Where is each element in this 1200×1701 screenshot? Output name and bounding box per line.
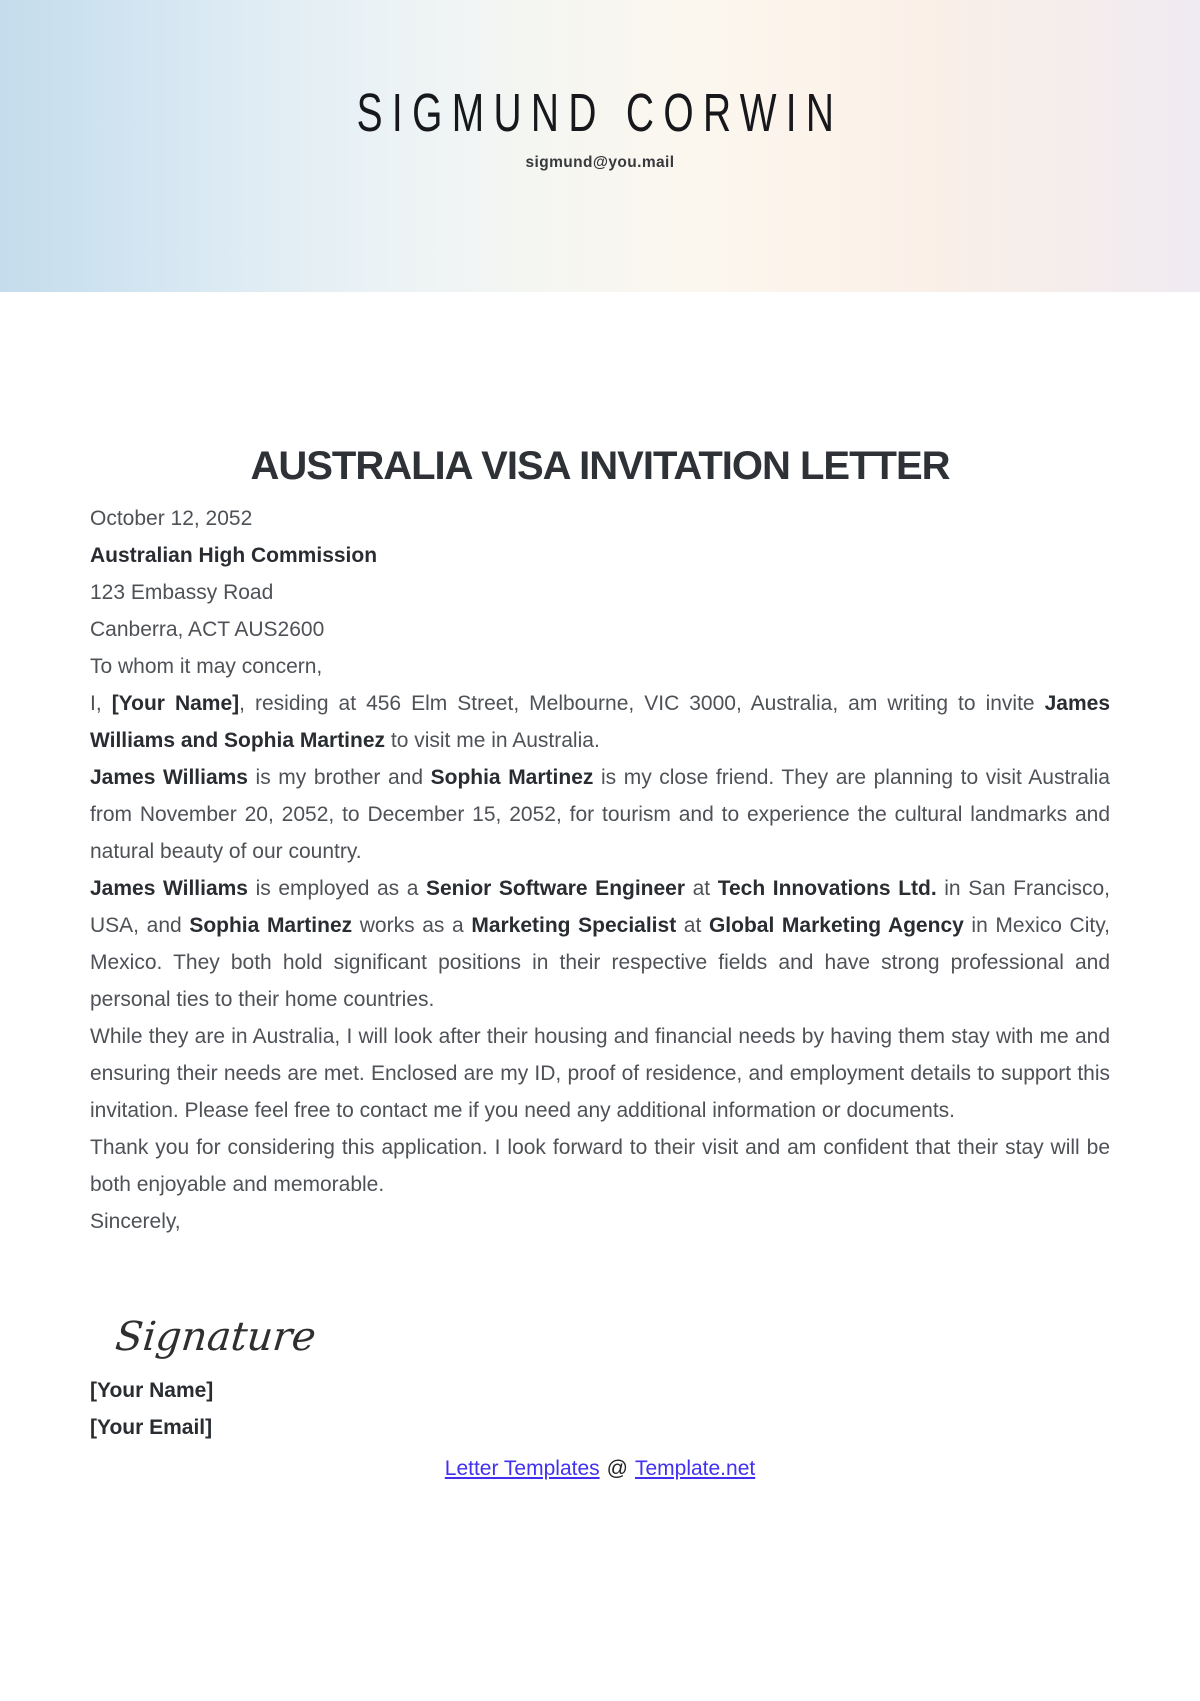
sender-name-placeholder: [Your Name] [90,1379,214,1402]
template-net-link[interactable]: Template.net [634,1457,756,1480]
letter-date: October 12, 2052 [90,507,253,530]
recipient-address-line1: 123 Embassy Road [90,581,274,604]
closing: Sincerely, [90,1210,181,1233]
letterhead-name: SIGMUND CORWIN [356,83,844,143]
letter-paragraph: James Williams is my brother and Sophia Martinez is my close friend. They are planning to visit Australia from November 20, 2052, to December 15, 2052, for tourism and to experience the cultural landmarks and natural beauty of our country. [90,766,1110,863]
letter-body [90,500,1110,1240]
letter-title: AUSTRALIA VISA INVITATION LETTER [250,444,950,488]
letter-paragraph: James Williams is employed as a Senior Software Engineer at Tech Innovations Ltd. in San Francisco, USA, and Sophia Martinez works as a Marketing Specialist at Global Marketing Agency in Mexico City, Mexico. They both hold significant positions in their respective fields and have strong professional and personal ties to their home countries. [90,877,1111,1011]
footer-separator: @ [606,1457,628,1480]
letterhead [0,0,1200,292]
letter-paragraphs [90,685,1110,1203]
salutation: To whom it may concern, [90,655,323,678]
page-footer [0,1450,1200,1487]
sender-email-placeholder: [Your Email] [90,1416,213,1439]
letter-templates-link[interactable]: Letter Templates [444,1457,600,1480]
recipient-address-line2: Canberra, ACT AUS2600 [90,618,325,641]
letter-content [0,442,1200,1446]
recipient-name: Australian High Commission [90,544,378,567]
letter-paragraph: Thank you for considering this application. I look forward to their visit and am confident that their stay will be both enjoyable and memorable. [90,1136,1110,1196]
letter-paragraph: While they are in Australia, I will look after their housing and financial needs by having them stay with me and ensuring their needs are met. Enclosed are my ID, proof of residence, and employment details to support this invitation. Please feel free to contact me if you need any additional information or documents. [90,1025,1110,1122]
letter-paragraph: I, [Your Name], residing at 456 Elm Street, Melbourne, VIC 3000, Australia, am writing to invite James Williams and Sophia Martinez to visit me in Australia. [90,692,1110,752]
letterhead-email: sigmund@you.mail [525,154,675,171]
signature-script: Signature [113,1314,319,1360]
